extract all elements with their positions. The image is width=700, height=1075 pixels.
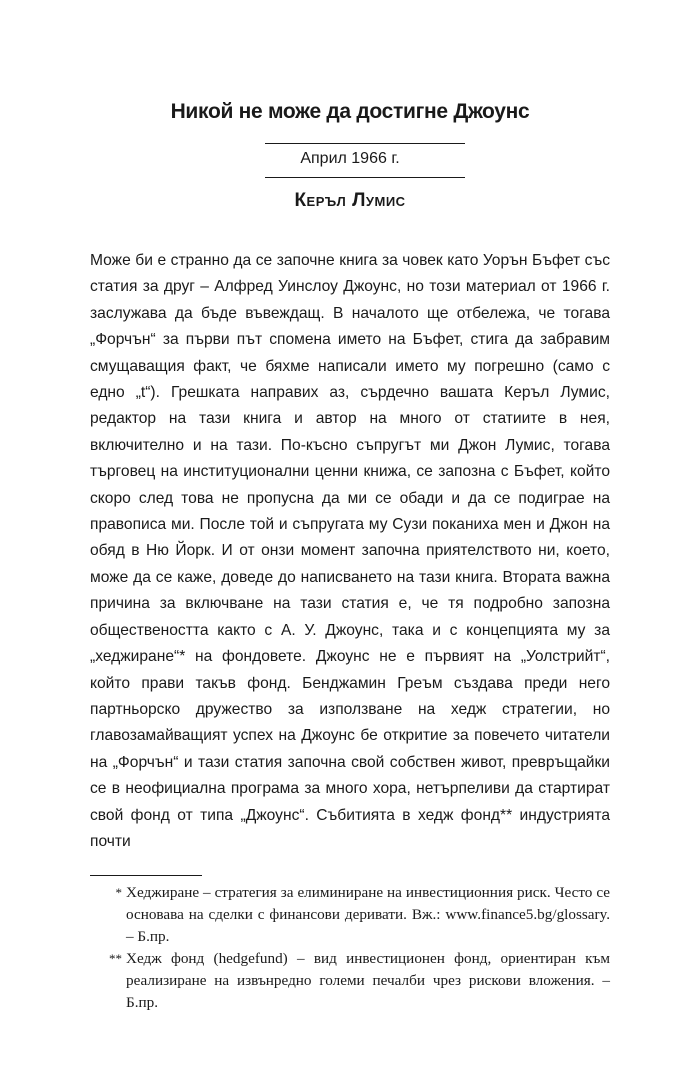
footnote-hedging (90, 882, 610, 948)
footnote-rule (90, 875, 202, 876)
footnote-mark: ** (109, 951, 122, 966)
book-page (90, 0, 610, 1075)
footnote-mark: * (115, 885, 122, 900)
article-date: Април 1966 г. (300, 150, 400, 167)
footnote-hedge-fund (90, 948, 610, 1014)
date-top-rule (265, 143, 465, 144)
footnotes (90, 882, 610, 1014)
article-author: Керъл Лумис (294, 190, 406, 211)
body-paragraph: Може би е странно да се започне книга за човек като Уорън Бъфет със статия за друг – Алфред Уинслоу Джоунс, но този материал от 1966 г. заслужава да бъде въвеждащ. В началото ще отбележа, че тогава „Форчън“ за първи път спомена името на Бъфет, стига да забравим смущаващия факт, че бяхме написали името му погрешно (само с едно „t“). Грешката направих аз, сърдечно вашата Керъл Лумис, редактор на тази книга и автор на много от статиите в нея, включително и на тази. По-късно съпругът ми Джон Лумис, тогава търговец на институционални ценни книжа, се запозна с Бъфет, който скоро след това не пропусна да ми се обади и да се подиграе на правописа ми. После той и съпругата му Сузи поканиха мен и Джон на обяд в Ню Йорк. И от онзи момент започна приятелството ни, което, може да се каже, доведе до написването на тази книга. Втората важна причина за включване на тази статия е, че тя подробно запозна обществеността както с А. У. Джоунс, така и с концепцията му за „хеджиране“* на фондовете. Джоунс не е първият на „Уолстрийт“, който прави такъв фонд. Бенджамин Греъм създава преди него партньорско дружество за използване на хедж стратегии, но главозамайващият успех на Джоунс бе откритие за повечето читатели на „Форчън“ и тази статия започна свой собствен живот, превръщайки се в неофициална програма за много хора, нетърпеливи да стартират свой фонд от типа „Джоунс“. Събитията в хедж фонд** индустрията почти (90, 252, 610, 850)
date-bottom-rule (265, 177, 465, 178)
footnote-text: Хеджиране – стратегия за елиминиране на инвестиционния риск. Често се основава на сделки с финансови деривати. Вж.: www.finance5.bg/glossary. – Б.пр. (126, 884, 610, 945)
footnote-text: Хедж фонд (hedgefund) – вид инвестиционен фонд, ориентиран към реализиране на извънредно големи печалби чрез рискови вложения. – Б.пр. (126, 950, 610, 1011)
article-title: Никой не може да достигне Джоунс (170, 100, 530, 123)
